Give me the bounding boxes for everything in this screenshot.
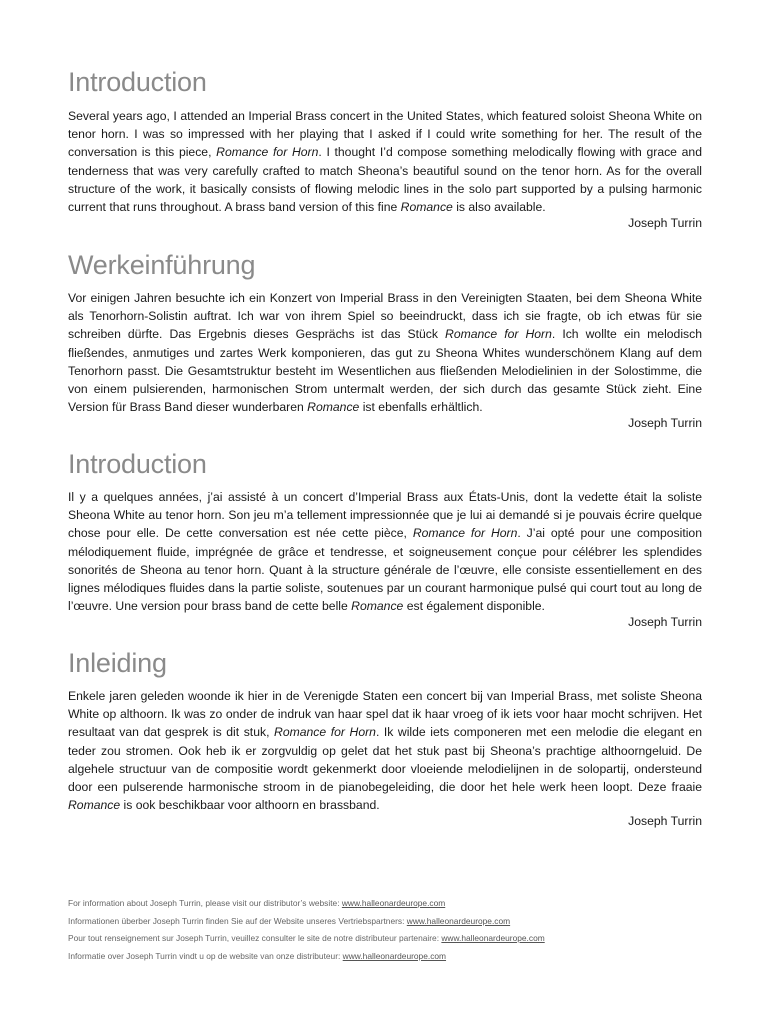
- section: [68, 448, 702, 631]
- footer-text: Informatie over Joseph Turrin vindt u op de website van onze distributeur:: [68, 950, 343, 961]
- footer-line: [68, 895, 545, 913]
- text-segment: est également disponible.: [403, 599, 545, 614]
- signature: Joseph Turrin: [628, 416, 702, 431]
- text-segment: Enkele jaren geleden woonde ik hier in de Verenigde Staten een concert bij van Imperial Brass, met soliste Sheona White op althoorn. Ik was zo onder de indruk van haar spel dat ik haar vroeg of ik iets voor haar mocht schrijven. Het resultaat van dat gesprek is dit stuk,: [68, 689, 702, 740]
- footer-line: [68, 930, 545, 948]
- text-segment: is ook beschikbaar voor althoorn en brassband.: [120, 798, 380, 813]
- text-segment: Il y a quelques années, j’ai assisté à un concert d’Imperial Brass aux États-Unis, dont la vedette était la soliste Sheona White au tenor horn. Son jeu m’a tellement impressionnée que je lui ai demandé si je pouvais écrire quelque chose pour elle. De cette conversation est née cette pièce,: [68, 490, 702, 541]
- footer-text: Informationen überber Joseph Turrin finden Sie auf der Website unseres Vertriebspartners:: [68, 915, 407, 926]
- section-paragraph: [68, 107, 702, 216]
- work-title-italic: Romance for Horn: [274, 725, 376, 740]
- work-title-italic: Romance for Horn: [216, 145, 319, 160]
- section-title: Introduction: [68, 67, 207, 97]
- section: [68, 647, 702, 830]
- text-segment: . Ik wilde iets componeren met een melodie die elegant en teder zou stromen. Ook heb ik er zorgvuldig op gelet dat het stuk past bij Sheona’s prachtige althoorngeluid. De algehele structuur van de compositie wordt gekenmerkt door vloeiende melodielijnen in de solopartij, ondersteund door een pulserende harmonische stroom in de pianobegeleiding, die door het hele werk heen loopt. Deze fraaie: [68, 725, 702, 795]
- distributor-link[interactable]: www.halleonardeurope.com: [341, 898, 446, 908]
- section-title: Inleiding: [68, 648, 167, 678]
- work-title-italic: Romance for Horn: [412, 526, 518, 541]
- footer-line: [68, 948, 545, 966]
- work-title-italic: Romance for Horn: [445, 327, 552, 342]
- work-title-italic: Romance: [307, 400, 360, 415]
- footer-line: [68, 913, 545, 931]
- section-title: Introduction: [68, 449, 207, 479]
- text-segment: is also available.: [452, 200, 546, 215]
- section-paragraph: [68, 488, 702, 615]
- signature: Joseph Turrin: [628, 615, 702, 630]
- distributor-link[interactable]: www.halleonardeurope.com: [342, 950, 447, 961]
- text-segment: . Ich wollte ein melodisch fließendes, anmutiges und zartes Werk komponieren, das gut zu Sheona Whites wunderschönem Klang auf dem Tenorhorn passt. Die Gesamtstruktur besteht im Wesentlichen aus fließenden Melodielinien in der Solostimme, die von einem pulsierenden, harmonischen Strom untermalt werden, der sich durch das gesamte Stück zieht. Eine Version für Brass Band dieser wunderbaren: [68, 327, 703, 415]
- distributor-link[interactable]: www.halleonardeurope.com: [441, 933, 545, 943]
- text-segment: ist ebenfalls erhältlich.: [359, 400, 483, 415]
- text-segment: Vor einigen Jahren besuchte ich ein Konzert von Imperial Brass in den Vereinigten Staaten, bei dem Sheona White als Tenorhorn-Solistin auftrat. Ich war von ihrem Spiel so beeindruckt, dass ich sie fragte, ob ich etwas für sie schreiben dürfte. Das Ergebnis dieses Gesprächs ist das Stück: [68, 291, 702, 342]
- footer: [68, 895, 545, 965]
- work-title-italic: Romance: [400, 200, 453, 215]
- text-segment: . I thought I’d compose something melodically flowing with grace and tenderness that was very carefully crafted to match Sheona’s beautiful sound on the tenor horn. As for the overall structure of the work, it basically consists of flowing melodic lines in the solo part supported by a pulsing harmonic current that runs throughout. A brass band version of this fine: [68, 145, 702, 215]
- section-paragraph: [68, 289, 702, 416]
- section: [68, 249, 702, 432]
- section: [68, 66, 702, 232]
- section-paragraph: [68, 687, 702, 814]
- text-segment: Several years ago, I attended an Imperial Brass concert in the United States, which featured soloist Sheona White on tenor horn. I was so impressed with her playing that I asked if I could write something for her. The result of the conversation is this piece,: [68, 109, 702, 160]
- signature: Joseph Turrin: [628, 814, 702, 829]
- footer-text: For information about Joseph Turrin, please visit our distributor’s website:: [68, 898, 342, 908]
- text-segment: . J’ai opté pour une composition mélodiquement fluide, imprégnée de grâce et tendresse, et soigneusement conçue pour célébrer les splendides sonorités de Sheona au tenor horn. Quant à la structure générale de l’œuvre, elle consiste essentiellement en des lignes mélodiques fluides dans la partie soliste, soutenues par un courant harmonique pulsé qui court tout au long de l’œuvre. Une version pour brass band de cette belle: [68, 526, 702, 614]
- signature: Joseph Turrin: [628, 216, 702, 231]
- work-title-italic: Romance: [68, 798, 121, 813]
- section-title: Werkeinführung: [68, 250, 256, 280]
- work-title-italic: Romance: [351, 599, 404, 614]
- footer-text: Pour tout renseignement sur Joseph Turrin, veuillez consulter le site de notre distributeur partenaire:: [68, 933, 442, 943]
- distributor-link[interactable]: www.halleonardeurope.com: [406, 915, 511, 926]
